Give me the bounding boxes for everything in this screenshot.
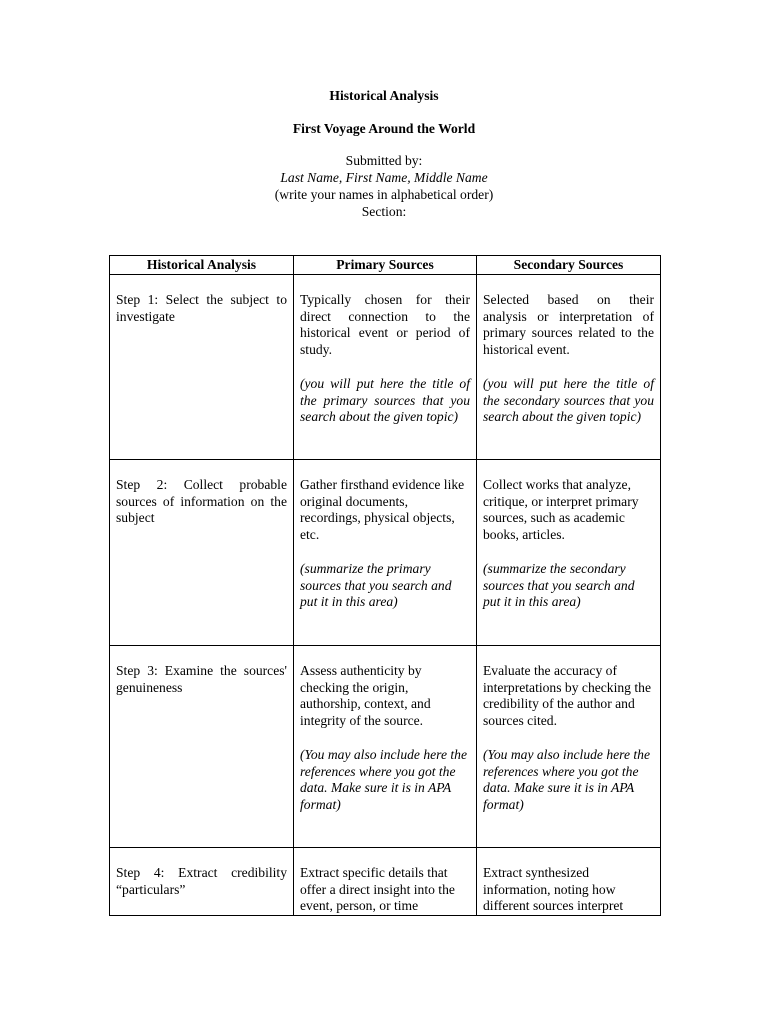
step-text: Step 2: Collect probable sources of information on the subject <box>116 477 287 526</box>
secondary-description: Extract synthesized information, noting how different sources interpret <box>483 865 624 914</box>
submitted-by-label: Submitted by: <box>345 153 423 168</box>
primary-description: Assess authenticity by checking the origin, authorship, context, and integrity of the source. <box>300 663 431 729</box>
step-text: Step 1: Select the subject to investigate <box>116 292 287 324</box>
secondary-instruction-note: (you will put here the title of the secondary sources that you search about the given topic) <box>483 375 654 425</box>
table-row <box>110 275 661 460</box>
step-text: Step 4: Extract credibility “particulars” <box>116 865 287 897</box>
secondary-instruction-note: (You may also include here the references where you got the data. Make sure it is in APA format) <box>483 746 651 812</box>
secondary-description: Collect works that analyze, critique, or interpret primary sources, such as academic books, articles. <box>483 477 639 543</box>
table-row <box>110 460 661 646</box>
table-header-row <box>110 256 661 275</box>
secondary-description: Evaluate the accuracy of interpretations by checking the credibility of the author and sources cited. <box>483 663 651 729</box>
secondary-description: Selected based on their analysis or interpretation of primary sources related to the historical event. <box>483 292 654 358</box>
historical-analysis-table <box>109 255 661 916</box>
secondary-source-cell <box>477 646 661 848</box>
column-header-primary-sources: Primary Sources <box>294 256 477 275</box>
primary-description: Typically chosen for their direct connection to the historical event or period of study. <box>300 292 470 358</box>
step-text: Step 3: Examine the sources' genuineness <box>116 663 287 695</box>
primary-source-cell <box>294 460 477 646</box>
names-placeholder: Last Name, First Name, Middle Name <box>280 170 488 185</box>
step-cell <box>110 460 294 646</box>
primary-instruction-note: (you will put here the title of the primary sources that you search about the given topic) <box>300 375 470 425</box>
primary-source-cell <box>294 646 477 848</box>
column-header-secondary-sources: Secondary Sources <box>477 256 661 275</box>
secondary-source-cell <box>477 275 661 460</box>
step-cell <box>110 646 294 848</box>
names-instruction: (write your names in alphabetical order) <box>274 187 494 202</box>
document-header <box>0 87 768 220</box>
primary-description: Gather firsthand evidence like original documents, recordings, physical objects, etc. <box>300 477 465 543</box>
step-cell <box>110 275 294 460</box>
table-row <box>110 646 661 848</box>
primary-description: Extract specific details that offer a direct insight into the event, person, or time <box>300 865 455 914</box>
section-label: Section: <box>361 204 407 219</box>
document-title: Historical Analysis <box>329 88 439 103</box>
submission-block <box>0 152 768 220</box>
primary-instruction-note: (summarize the primary sources that you search and put it in this area) <box>300 560 452 610</box>
column-header-historical-analysis: Historical Analysis <box>110 256 294 275</box>
primary-source-cell <box>294 275 477 460</box>
document-subtitle: First Voyage Around the World <box>292 121 476 136</box>
step-cell <box>110 848 294 916</box>
primary-instruction-note: (You may also include here the references where you got the data. Make sure it is in APA format) <box>300 746 468 812</box>
secondary-instruction-note: (summarize the secondary sources that you search and put it in this area) <box>483 560 635 610</box>
primary-source-cell <box>294 848 477 916</box>
table-row <box>110 848 661 916</box>
secondary-source-cell <box>477 848 661 916</box>
secondary-source-cell <box>477 460 661 646</box>
